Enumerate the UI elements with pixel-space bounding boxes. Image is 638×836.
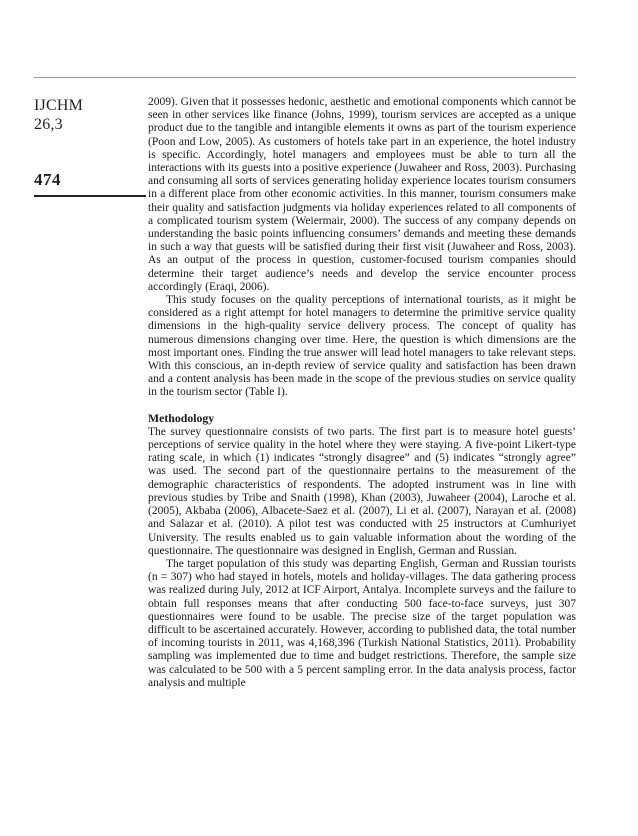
page-number-rule: [34, 195, 146, 197]
body-paragraph: The survey questionnaire consists of two parts. The first part is to measure hotel guests’ perceptions of service quality in the hotel where they were staying. A five-point Likert-type rating scale, in which (1) indicates “strongly disagree” and (5) indicates “strongly agree” was used. The second part of the questionnaire pertains to the measurement of the demographic characteristics of respondents. The adopted instrument was in line with previous studies by Tribe and Snaith (1998), Khan (2003), Juwaheer (2004), Laroche et al. (2005), Akbaba (2006), Albacete-Saez et al. (2007), Li et al. (2007), Narayan et al. (2008) and Salazar et al. (2010). A pilot test was conducted with 25 instructors at Cumhuriyet University. The results enabled us to gain valuable information about the wording of the questionnaire. The questionnaire was designed in English, German and Russian.: [148, 425, 576, 557]
header-rule: [34, 77, 576, 78]
journal-code: IJCHM: [34, 97, 84, 114]
page-number: 474: [34, 170, 61, 189]
body-paragraph: This study focuses on the quality perceptions of international tourists, as it might be considered as a right attempt for hotel managers to determine the primitive service quality dimensions in the high-quality service delivery process. The concept of quality has numerous dimensions changing over time. Here, the question is which dimensions are the most important ones. Finding the true answer will lead hotel managers to take relevant steps. With this conscious, an in-depth review of service quality and satisfaction has been drawn and a content analysis has been made in the scope of the previous studies on service quality in the tourism sector (Table I).: [148, 294, 576, 399]
body-paragraph: 2009). Given that it possesses hedonic, aesthetic and emotional components which cannot be seen in other services like finance (Johns, 1999), tourism services are accepted as a unique product due to the tangible and intangible elements it owns as part of the tourism experience (Poon and Low, 2005). As customers of hotels take part in an experience, the hotel industry is specific. Accordingly, hotel managers and employees must be able to turn all the interactions with its guests into a positive experience (Juwaheer and Ross, 2003). Purchasing and consuming all sorts of services generating holiday experience locates tourism consumers in a different place from other economic activities. In this manner, tourism consumers make their quality and satisfaction judgments via holiday experiences related to all components of a complicated tourism system (Weiermair, 2000). The success of any company depends on understanding the basic points influencing consumers’ demands and meeting these demands in such a way that guests will be satisfied during their first visit (Juwaheer and Ross, 2003). As an output of the process in question, customer-focused tourism companies should determine their target audience’s needs and develop the service encounter process accordingly (Eraqi, 2006).: [148, 96, 576, 293]
body-paragraph: The target population of this study was departing English, German and Russian tourists (n = 307) who had stayed in hotels, motels and holiday-villages. The data gathering process was realized during July, 2012 at ICF Airport, Antalya. Incomplete surveys and the failure to obtain full responses means that after conducting 500 face-to-face surveys, just 307 questionnaires were found to be usable. The precise size of the target population was difficult to be ascertained accurately. However, according to published data, the total number of incoming tourists in 2011, was 4,168,396 (Turkish National Statistics, 2011). Probability sampling was implemented due to time and budget restrictions. Therefore, the sample size was calculated to be 500 with a 5 percent sampling error. In the data analysis process, factor analysis and multiple: [148, 557, 576, 689]
section-heading-methodology: Methodology: [148, 410, 215, 425]
volume-issue: 26,3: [34, 116, 63, 133]
running-header: [34, 96, 146, 197]
article-body: [148, 96, 576, 690]
